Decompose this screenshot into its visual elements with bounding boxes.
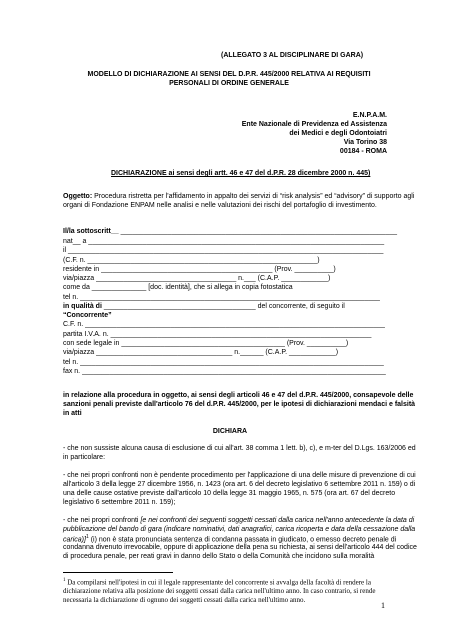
recipient-line: Ente Nazionale di Previdenza ed Assistenza	[241, 121, 387, 128]
company-fax-field[interactable]: fax n. ______________________________________________________________________________	[63, 368, 386, 375]
item3-line: condanna divenuto irrevocabile, oppure di applicazione della pena su richiesta, ai sensi dell'articolo 444 del codice	[63, 544, 417, 551]
oggetto-line1	[63, 193, 414, 200]
dichiarazione-heading: DICHIARAZIONE ai sensi degli artt. 46 e 47 del d.P.R. 28 dicembre 2000 n. 445)	[111, 170, 371, 177]
document-title-line2: PERSONALI DI ORDINE GENERALE	[169, 80, 289, 87]
item3-italic-part: [e nei confronti dei seguenti soggetti cessati dalla carica nell'anno antecedente la data di	[140, 517, 415, 524]
oggetto-text: Procedura ristretta per l'affidamento in appalto dei servizi di “risk analysis” ed “advisory” di supporto agli	[94, 193, 415, 200]
footnote-ref[interactable]: 1	[85, 534, 89, 540]
recipient-line: Via Torino 38	[343, 139, 387, 146]
codice-fiscale-field[interactable]: (C.F. n. ___________________________________________________________)	[63, 257, 320, 264]
concorrente-label: “Concorrente”	[63, 312, 112, 319]
residence-field[interactable]: residente in ____________________________________________ (Prov. __________)	[63, 266, 336, 273]
item3-line: di procedura penale, per reati gravi in danno dello Stato o della Comunità che incidono sulla moralità	[63, 553, 375, 560]
footnote-line: necessaria la dichiarazione di ognuno dei soggetti cessati dalla carica nell'ultimo anno.	[63, 596, 306, 604]
relazione-line3: in atti	[63, 410, 82, 417]
allegato-heading: (ALLEGATO 3 AL DISCIPLINARE DI GARA)	[221, 52, 364, 59]
dichiara-heading: DICHIARA	[212, 428, 248, 435]
company-phone-field[interactable]: tel n. ______________________________________________________________________________	[63, 359, 384, 366]
footnote-divider	[63, 572, 173, 573]
birthplace-field[interactable]: nat__ a ____________________________________________________________________________	[63, 238, 385, 245]
qualita-blank: _______________________________________ del concorrente, di seguito il	[103, 303, 345, 310]
item3-line: pubblicazione del bando di gara (indicare nominativi, dati anagrafici, carica ricoperta e data della cessazione dalla	[63, 526, 416, 533]
recipient-line: 00184 - ROMA	[339, 148, 387, 155]
page-number: 1	[381, 601, 385, 610]
relazione-line1: in relazione alla procedura in oggetto, ai sensi degli articoli 46 e 47 del d.P.R. 445/2000, consapevole delle	[63, 392, 414, 399]
company-address-field[interactable]: via/piazza ___________________________________ n.______ (C.A.P. ____________)	[63, 349, 339, 356]
item1-line: - che non sussiste alcuna causa di esclusione di cui all'art. 38 comma 1 lett. b), c), e m-ter del D.Lgs. 163/2006 ed	[63, 445, 416, 452]
item2-line: all'articolo 3 della legge 27 dicembre 1956, n. 1423 (ora art. 6 del decreto legislativo 6 settembre 2011 n. 159) o di	[63, 481, 416, 488]
recipient-line: E.N.P.A.M.	[352, 112, 387, 119]
legal-seat-field[interactable]: con sede legale in __________________________________________ (Prov. __________)	[63, 340, 349, 347]
oggetto-label: Oggetto:	[63, 193, 93, 200]
phone-field[interactable]: tel n. _____________________________________________________________________________	[63, 294, 380, 301]
item1-line: in particolare:	[63, 454, 106, 461]
footnote-line: dichiarazione relativa alla posizione dei soggetti cessati dalla carica nell'ultimo anno. In caso contrario, si rende	[63, 587, 376, 595]
birthdate-field[interactable]: il _________________________________________________________________________________	[63, 247, 384, 254]
id-document-field[interactable]: come da ______________ [doc. identità], che si allega in copia fotostatica	[63, 284, 293, 291]
item2-line: legislativo 6 settembre 2011 n. 159);	[63, 499, 176, 506]
relazione-line2: sanzioni penali previste dall'articolo 76 del d.P.R. 445/2000, per le ipotesi di dichiarazioni mendaci e falsità	[63, 401, 416, 408]
item3-line: carica)]$^1$ (i) non è stata pronunciata sentenza di condanna passata in giudicato, o emesso decreto penale di	[63, 534, 397, 544]
qualita-field[interactable]	[63, 303, 345, 310]
item2-line: - che nei propri confronti non è pendente procedimento per l'applicazione di una delle misure di prevenzione di cui	[63, 472, 416, 479]
sottoscritto-field[interactable]	[63, 228, 397, 235]
document-title-line1: MODELLO DI DICHIARAZIONE AI SENSI DEL D.P.R. 445/2000 RELATIVA AI REQUISITI	[87, 71, 371, 78]
address-field[interactable]: via/piazza ____________________________________ n.___ (C.A.P. ____________)	[63, 275, 331, 282]
footnote-mark: 1	[63, 578, 66, 583]
recipient-line: dei Medici e degli Odontoiatri	[289, 130, 387, 137]
company-cf-field[interactable]: C.F. n. _____________________________________________________________________________	[63, 321, 385, 328]
item2-line: una delle cause ostative previste dall'articolo 10 della legge 31 maggio 1965, n. 575 (ora art. 67 del decreto	[63, 490, 396, 497]
footnote-line: $^1$ Da compilarsi nell'ipotesi in cui il legale rappresentante del concorrente si avvalga della facoltà di rendere la	[63, 578, 371, 587]
sottoscritto-label: Il/la sottoscritt__	[63, 228, 119, 235]
item3-line: - che nei propri confronti [e nei confronti dei seguenti soggetti cessati dalla carica nell'anno antecedente la data di	[63, 517, 415, 524]
oggetto-line2: organi di Fondazione ENPAM nelle analisi e nelle valutazioni dei rischi del portafoglio di investimento.	[63, 202, 377, 209]
blank-line: _______________________________________________________________________	[118, 228, 397, 235]
vat-field[interactable]: partita I.V.A. n. ___________________________________________________________________	[63, 331, 372, 338]
qualita-label: in qualità di	[63, 303, 102, 310]
